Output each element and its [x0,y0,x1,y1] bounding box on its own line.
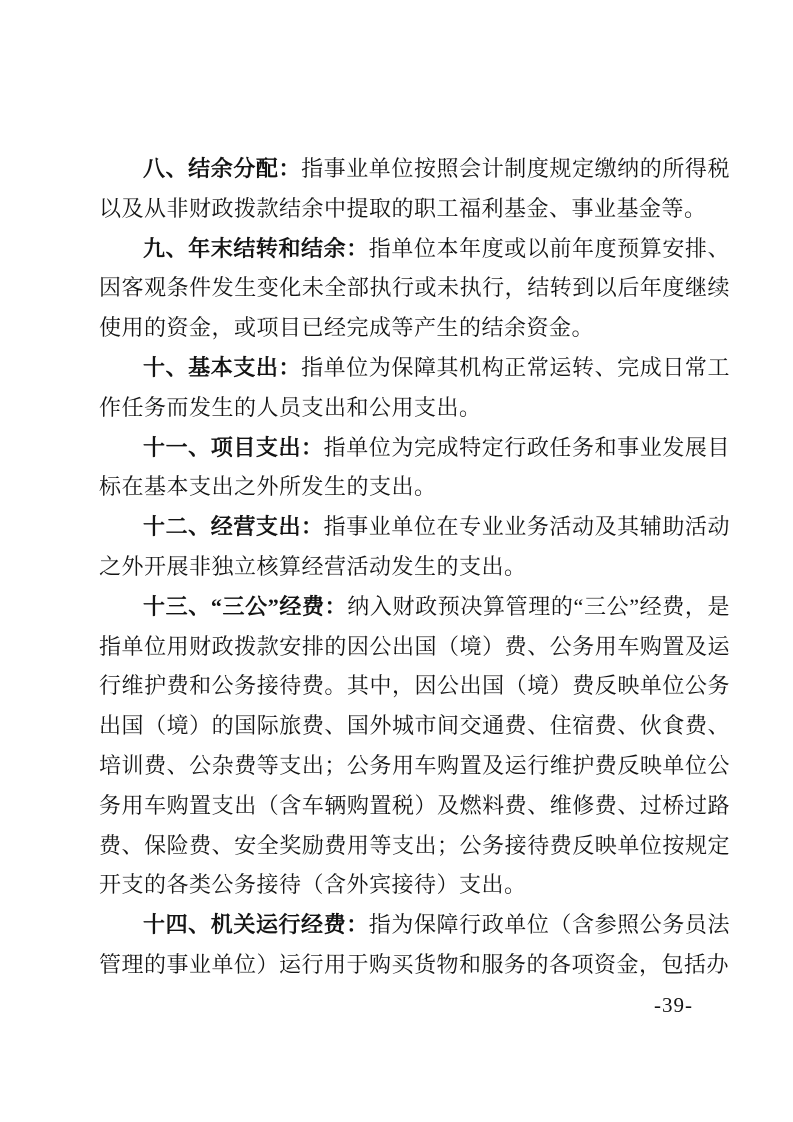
term-definition: 指事业单位按照会计制度规定缴纳的所得税以及从非财政拨款结余中提取的职工福利基金、事业基金等。 [99,156,730,221]
definition-paragraph-yearend-carryover [99,229,730,348]
term-definition: 指单位为完成特定行政任务和事业发展目标在基本支出之外所发生的支出。 [99,434,730,500]
definition-paragraph-project-expenditure [99,428,730,508]
page-number: -39- [654,993,693,1017]
term-definition: 指事业单位在专业业务活动及其辅助活动之外开展非独立核算经营活动发生的支出。 [99,514,730,579]
term-definition: 指单位本年度或以前年度预算安排、因客观条件发生变化未全部执行或未执行，结转到以后年度继续使用的资金，或项目已经完成等产生的结余资金。 [99,235,730,341]
definition-paragraph-basic-expenditure [99,348,730,428]
definitions-text-block [99,149,730,985]
definition-paragraph-agency-operating-funds [99,905,730,985]
definition-paragraph-operating-expenditure [99,507,730,587]
term-definition: 纳入财政预决算管理的“三公”经费，是指单位用财政拨款安排的因公出国（境）费、公务用车购置及运行维护费和公务接待费。其中，因公出国（境）费反映单位公务出国（境）的国际旅费、国外城市间交通费、住宿费、伙食费、培训费、公杂费等支出；公务用车购置及运行维护费反映单位公务用车购置支出（含车辆购置税）及燃料费、维修费、过桥过路费、保险费、安全奖励费用等支出；公务接待费反映单位按规定开支的各类公务接待（含外宾接待）支出。 [99,593,730,898]
term-label: 十、基本支出： [143,354,302,380]
term-definition: 指为保障行政单位（含参照公务员法管理的事业单位）运行用于购买货物和服务的各项资金，包括办 [99,912,730,977]
term-label: 十二、经营支出： [143,514,324,540]
term-label: 九、年末结转和结余： [143,235,369,261]
definition-paragraph-three-public-funds [99,587,730,905]
definition-paragraph-surplus-distribution [99,149,730,229]
term-label: 十一、项目支出： [143,434,324,460]
term-label: 十三、“三公”经费： [143,593,348,619]
term-definition: 指单位为保障其机构正常运转、完成日常工作任务而发生的人员支出和公用支出。 [99,354,730,420]
term-label: 八、结余分配： [143,156,302,181]
term-label: 十四、机关运行经费： [143,912,369,938]
